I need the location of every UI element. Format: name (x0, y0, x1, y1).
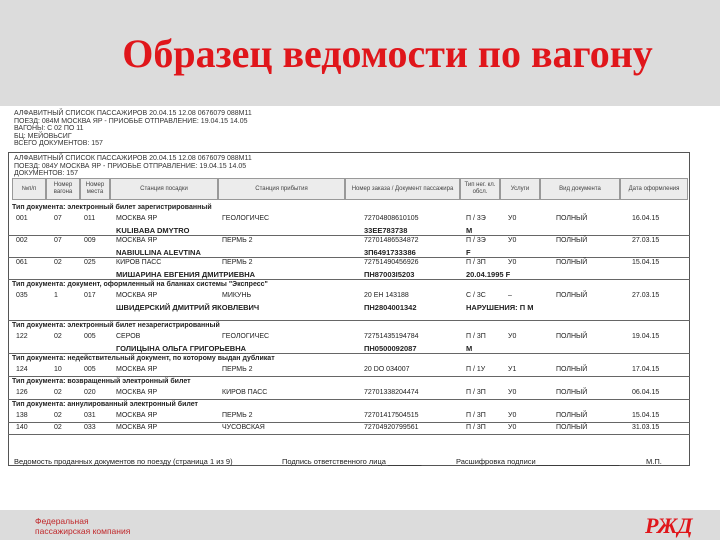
row-divider (8, 257, 690, 258)
cell-to: ПЕРМЬ 2 (222, 259, 253, 266)
cell-seat: 005 (84, 366, 96, 373)
header-line: ВАГОНЫ: С 02 ПО 11 (14, 125, 84, 132)
cell-to: МИКУНЬ (222, 292, 252, 299)
header-line: ВСЕГО ДОКУМЕНТОВ: 157 (14, 140, 103, 147)
cell-date: 19.04.15 (632, 333, 660, 340)
row-divider (8, 422, 690, 423)
cell-kind: ПОЛНЫЙ (556, 333, 588, 340)
cell-car: 02 (54, 412, 62, 419)
cell-to: ПЕРМЬ 2 (222, 366, 253, 373)
cell-order: 72701486534872 (364, 237, 419, 244)
cell-from: МОСКВА ЯР (116, 292, 158, 299)
document-type-heading: Тип документа: возвращенный электронный билет (12, 378, 191, 385)
column-header: Станция посадки (110, 178, 218, 200)
passenger-document: ПН87003І5203 (364, 270, 415, 279)
column-header: №п/п (12, 178, 46, 200)
cell-car: 10 (54, 366, 62, 373)
document-scan (0, 106, 720, 510)
cell-n: 122 (16, 333, 28, 340)
cell-car: 07 (54, 237, 62, 244)
cell-svc: У0 (508, 412, 517, 419)
cell-seat: 011 (84, 215, 96, 222)
cell-cls: С / 3С (466, 292, 486, 299)
passenger-document: ПН2804001342 (364, 303, 417, 312)
cell-svc: У0 (508, 333, 517, 340)
column-header: Вид документа (540, 178, 620, 200)
cell-date: 15.04.15 (632, 259, 660, 266)
box-header-line: ДОКУМЕНТОВ: 157 (14, 170, 78, 177)
cell-kind: ПОЛНЫЙ (556, 389, 588, 396)
cell-date: 27.03.15 (632, 237, 660, 244)
cell-date: 31.03.15 (632, 424, 660, 431)
cell-from: МОСКВА ЯР (116, 412, 158, 419)
header-line: АЛФАВИТНЫЙ СПИСОК ПАССАЖИРОВ 20.04.15 12.08 0676079 088М11 (14, 110, 252, 117)
cell-date: 17.04.15 (632, 366, 660, 373)
cell-order: 72704808610105 (364, 215, 419, 222)
box-header-line: ПОЕЗД: 084У МОСКВА ЯР - ПРИОБЬЕ ОТПРАВЛЕНИЕ: 19.04.15 14.05 (14, 162, 247, 170)
cell-kind: ПОЛНЫЙ (556, 412, 588, 419)
passenger-document: 3П6491733З86 (364, 248, 416, 257)
header-line: БЦ: МЕЙОВЬСИГ (14, 132, 72, 140)
cell-date: 16.04.15 (632, 215, 660, 222)
cell-kind: ПОЛНЫЙ (556, 366, 588, 373)
cell-svc: – (508, 292, 512, 299)
passenger-name: NABIULLINA ALEVTINA (116, 248, 201, 257)
cell-seat: 020 (84, 389, 96, 396)
column-header: Услуги (500, 178, 540, 200)
cell-from: МОСКВА ЯР (116, 389, 158, 396)
cell-car: 02 (54, 424, 62, 431)
company-name (35, 516, 130, 536)
cell-cls: П / 3П (466, 412, 486, 419)
cell-cls: П / 1У (466, 366, 486, 373)
cell-n: 035 (16, 292, 28, 299)
cell-from: КИРОВ ПАСС (116, 259, 162, 266)
cell-seat: 025 (84, 259, 96, 266)
cell-to: ГЕОЛОГИЧЕС (222, 215, 270, 222)
cell-kind: ПОЛНЫЙ (556, 259, 588, 266)
cell-svc: У0 (508, 259, 517, 266)
cell-svc: У1 (508, 366, 517, 373)
row-divider (8, 353, 690, 354)
document-type-heading: Тип документа: недействительный документ, по которому выдан дубликат (12, 355, 275, 362)
footer-page: Ведомость проданных документов по поезду (страница 1 из 9) (14, 457, 233, 466)
passenger-note: НАРУШЕНИЯ: П М (466, 303, 534, 312)
document-type-heading: Тип документа: электронный билет зарегистрированный (12, 204, 212, 211)
cell-car: 02 (54, 333, 62, 340)
row-divider (8, 376, 690, 377)
cell-from: МОСКВА ЯР (116, 237, 158, 244)
cell-cls: П / 3П (466, 333, 486, 340)
cell-n: 138 (16, 412, 28, 419)
passenger-name: ШВИДЕРСКИЙ ДМИТРИЙ ЯКОВЛЕВИЧ (116, 303, 260, 312)
passenger-note: 20.04.1995 F (466, 270, 511, 279)
box-header-line: АЛФАВИТНЫЙ СПИСОК ПАССАЖИРОВ 20.04.15 12.08 0676079 088М11 (14, 155, 252, 162)
cell-order: 20 DO 034007 (364, 366, 410, 373)
cell-svc: У0 (508, 424, 517, 431)
cell-car: 02 (54, 389, 62, 396)
document-type-heading: Тип документа: аннулированный электронный билет (12, 401, 198, 408)
cell-n: 126 (16, 389, 28, 396)
document-type-heading: Тип документа: документ, оформленный на бланках системы "Экспресс" (12, 281, 268, 288)
footer-mp: М.П. (646, 457, 662, 466)
cell-cls: П / 3П (466, 424, 486, 431)
cell-date: 15.04.15 (632, 412, 660, 419)
cell-kind: ПОЛНЫЙ (556, 292, 588, 299)
cell-n: 124 (16, 366, 28, 373)
passenger-note: F (466, 248, 471, 257)
cell-seat: 017 (84, 292, 96, 299)
row-divider (8, 235, 690, 236)
passenger-name: KULIBABA DMYTRO (116, 226, 190, 235)
cell-from: СЕРОВ (116, 333, 141, 340)
footer-decode: Расшифровка подписи____________________ (456, 457, 620, 466)
cell-date: 06.04.15 (632, 389, 660, 396)
cell-order: 72704920799561 (364, 424, 419, 431)
passenger-name: ГОЛИЦЫНА ОЛЬГА ГРИГОРЬЕВНА (116, 344, 247, 353)
passenger-document: ПН0500092087 (364, 344, 417, 353)
cell-order: 72751490456926 (364, 259, 419, 266)
cell-to: ГЕОЛОГИЧЕС (222, 333, 270, 340)
cell-car: 1 (54, 292, 58, 299)
cell-kind: ПОЛНЫЙ (556, 237, 588, 244)
cell-seat: 009 (84, 237, 96, 244)
column-header: Станция прибытия (218, 178, 345, 200)
column-header: Номер вагона (46, 178, 80, 200)
slide-title: Образец ведомости по вагону (122, 31, 653, 76)
cell-seat: 031 (84, 412, 96, 419)
row-divider (8, 399, 690, 400)
cell-svc: У0 (508, 237, 517, 244)
cell-to: КИРОВ ПАСС (222, 389, 268, 396)
cell-n: 001 (16, 215, 28, 222)
company-name-line: Федеральная (35, 516, 89, 526)
cell-to: ПЕРМЬ 2 (222, 237, 253, 244)
footer-sign: Подпись ответственного лица ________ (282, 457, 422, 466)
cell-n: 002 (16, 237, 28, 244)
cell-cls: П / 3П (466, 259, 486, 266)
cell-svc: У0 (508, 389, 517, 396)
document-type-heading: Тип документа: электронный билет незарегистрированный (12, 322, 220, 329)
row-divider (8, 320, 690, 321)
company-name-line: пассажирская компания (35, 526, 131, 536)
cell-cls: П / 3Э (466, 215, 486, 222)
cell-order: 72701417504515 (364, 412, 419, 419)
cell-svc: У0 (508, 215, 517, 222)
cell-seat: 005 (84, 333, 96, 340)
row-divider (8, 279, 690, 280)
column-header: Номер заказа / Документ пассажира (345, 178, 460, 200)
column-header: Тип нег. кл. обсл. (460, 178, 500, 200)
cell-kind: ПОЛНЫЙ (556, 215, 588, 222)
cell-cls: П / 3Э (466, 237, 486, 244)
column-header: Номер места (80, 178, 110, 200)
cell-date: 27.03.15 (632, 292, 660, 299)
rzd-logo: РЖД (645, 513, 693, 538)
row-divider (8, 434, 690, 435)
cell-car: 07 (54, 215, 62, 222)
cell-n: 140 (16, 424, 28, 431)
cell-to: ПЕРМЬ 2 (222, 412, 253, 419)
cell-from: МОСКВА ЯР (116, 424, 158, 431)
cell-car: 02 (54, 259, 62, 266)
cell-n: 061 (16, 259, 28, 266)
cell-cls: П / 3П (466, 389, 486, 396)
cell-from: МОСКВА ЯР (116, 215, 158, 222)
passenger-note: М (466, 344, 473, 353)
footer-bar (0, 510, 720, 540)
cell-seat: 033 (84, 424, 96, 431)
cell-kind: ПОЛНЫЙ (556, 424, 588, 431)
cell-to: ЧУСОВСКАЯ (222, 424, 265, 431)
header-line: ПОЕЗД: 084М МОСКВА ЯР - ПРИОБЬЕ ОТПРАВЛЕНИЕ: 19.04.15 14.05 (14, 117, 248, 125)
passenger-document: 33ЕЕ783738 (364, 226, 408, 235)
passenger-name: МИШАРИНА ЕВГЕНИЯ ДМИТРИЕВНА (116, 270, 256, 279)
cell-order: 72751435194784 (364, 333, 419, 340)
cell-from: МОСКВА ЯР (116, 366, 158, 373)
passenger-note: М (466, 226, 473, 235)
cell-order: 72701338204474 (364, 389, 419, 396)
cell-order: 20 ЕН 143188 (364, 292, 409, 299)
column-header: Дата оформления (620, 178, 688, 200)
